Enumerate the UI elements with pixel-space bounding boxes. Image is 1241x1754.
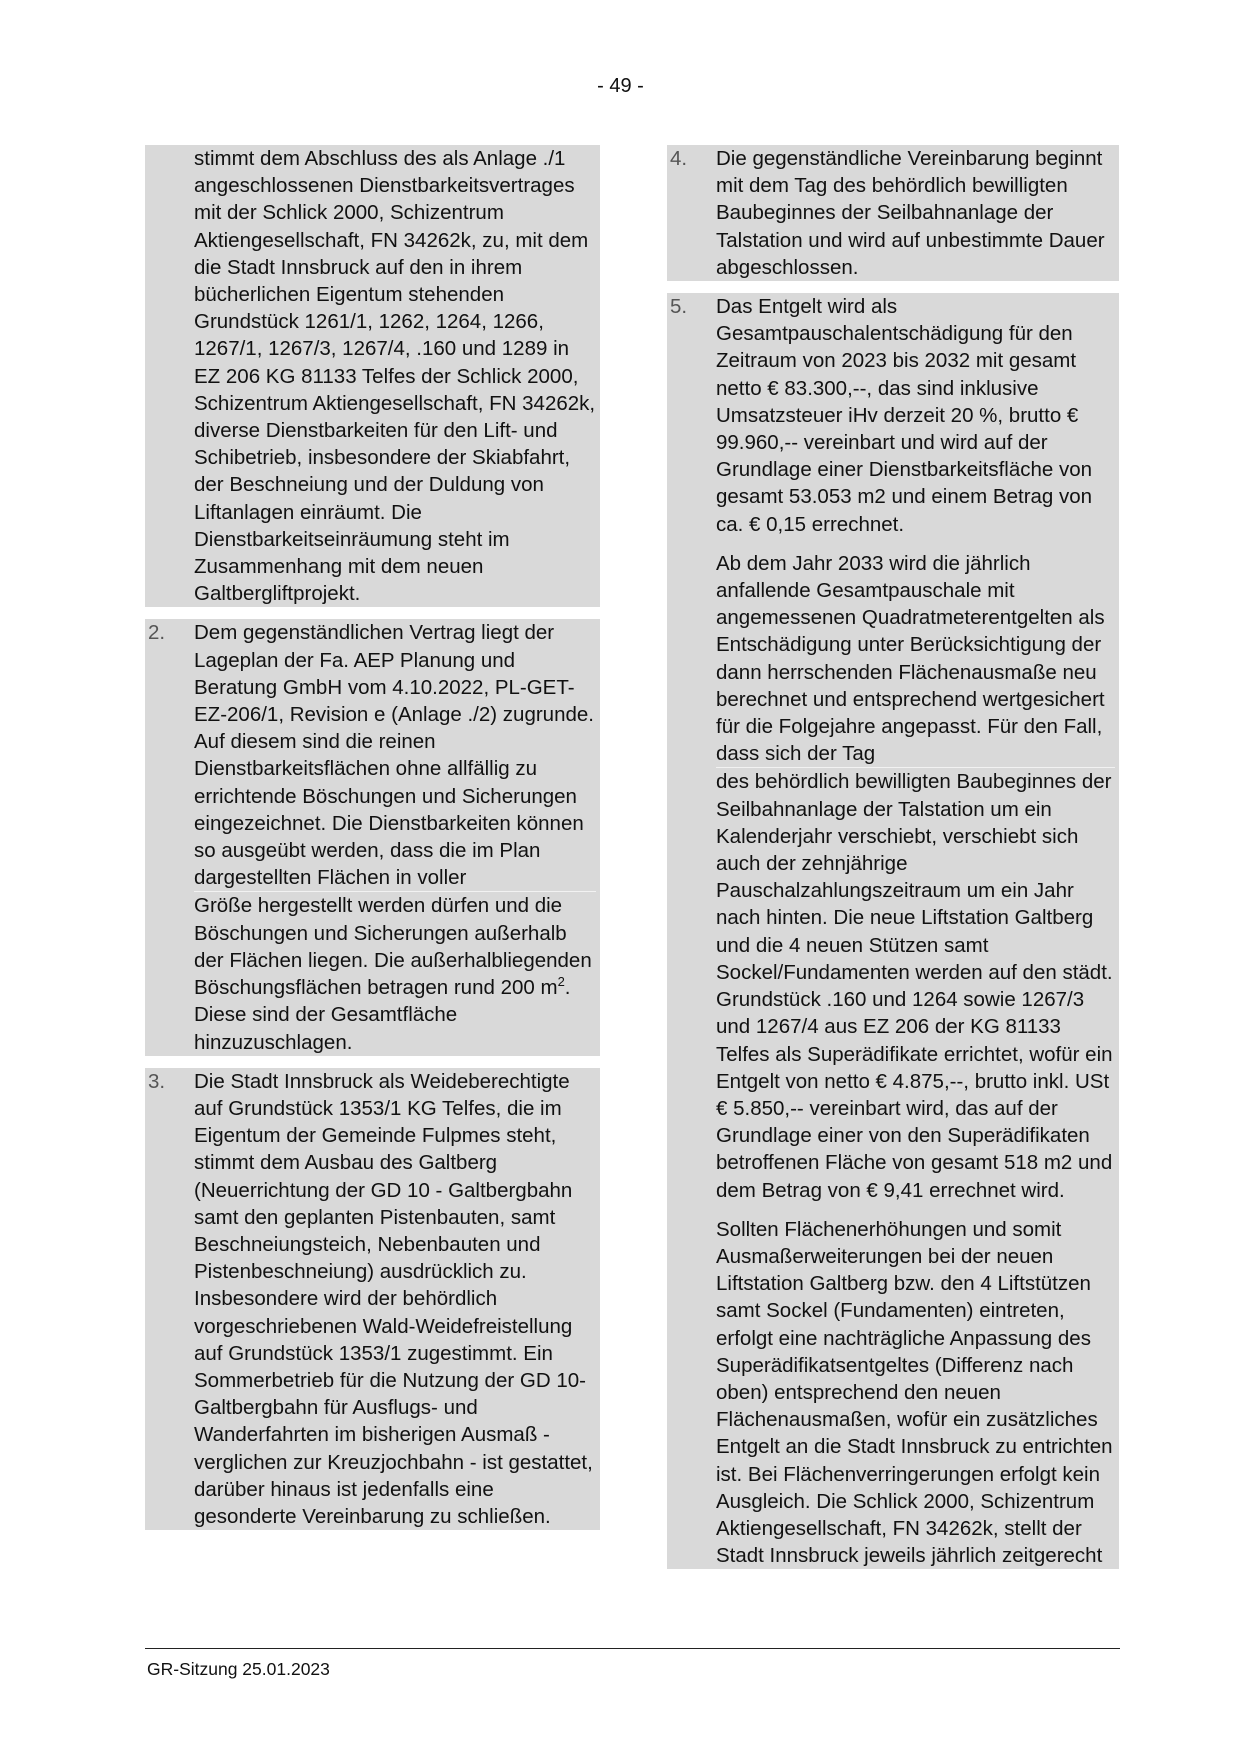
- list-item-2: [145, 619, 600, 1055]
- list-item-1-continued: [145, 145, 600, 607]
- right-column: [667, 145, 1119, 1569]
- item-2-text-continued: [194, 891, 596, 1055]
- item-5-paragraph-2-part2: des behördlich bewilligten Baubeginnes der Seilbahnanlage der Talstation um ein Kalenderjahr verschiebt, verschiebt sich auch der zehnjährige Pauschalzahlungszeitraum um ein Jahr nach hinten. Die neue Liftstation Galtberg und die 4 neuen Stützen samt Sockel/Fundamenten werden auf den städt. Grundstück .160 und 1264 sowie 1267/3 und 1267/4 aus EZ 206 der KG 81133 Telfes als Superädifikate errichtet, wofür ein Entgelt von netto € 4.875,--, brutto inkl. USt € 5.850,-- vereinbart wird, das auf der Grundlage einer von den Superädifikaten betroffenen Fläche von gesamt 518 m2 und dem Betrag von € 9,41 errechnet wird.: [716, 767, 1115, 1203]
- item-2-text-part3: . Diese sind der Gesamtfläche hinzuzuschlagen.: [194, 976, 571, 1054]
- item-5-paragraph-2: [716, 550, 1115, 1204]
- list-item-5: [667, 293, 1119, 1569]
- item-2-superscript: 2: [557, 974, 565, 990]
- item-5-number: 5.: [670, 295, 688, 319]
- left-column: [145, 145, 600, 1530]
- footer-divider: [145, 1648, 1120, 1649]
- footer-text: GR-Sitzung 25.01.2023: [147, 1659, 330, 1679]
- page-number: - 49 -: [597, 75, 644, 97]
- item-5-paragraph-1: Das Entgelt wird als Gesamtpauschalentschädigung für den Zeitraum von 2023 bis 2032 mit gesamt netto € 83.300,--, das sind inklusive Umsatzsteuer iHv derzeit 20 %, brutto € 99.960,-- vereinbart und wird auf der Grundlage einer Dienstbarkeitsfläche von gesamt 53.053 m2 und einem Betrag von ca. € 0,15 errechnet.: [716, 295, 1093, 536]
- item-2-text-part2: Größe hergestellt werden dürfen und die Böschungen und Sicherungen außerhalb der Flächen liegen. Die außerhalbliegenden Böschungsflächen betragen rund 200 m: [194, 894, 592, 1000]
- item-3-text: Die Stadt Innsbruck als Weideberechtigte auf Grundstück 1353/1 KG Telfes, die im Eigentum der Gemeinde Fulpmes steht, stimmt dem Ausbau des Galtberg (Neuerrichtung der GD 10 - Galtbergbahn samt den geplanten Pistenbauten, samt Beschneiungsteich, Nebenbauten und Pistenbeschneiung) ausdrücklich zu. Insbesondere wird der behördlich vorgeschriebenen Wald-Weidefreistellung auf Grundstück 1353/1 zugestimmt. Ein Sommerbetrieb für die Nutzung der GD 10-Galtbergbahn für Ausflugs- und Wanderfahrten im bisherigen Ausmaß - verglichen zur Kreuzjochbahn - ist gestattet, darüber hinaus ist jedenfalls eine gesonderte Vereinbarung zu schließen.: [194, 1069, 593, 1528]
- item-1-text: stimmt dem Abschluss des als Anlage ./1 angeschlossenen Dienstbarkeitsvertrages mit der Schlick 2000, Schizentrum Aktiengesellschaft, FN 34262k, zu, mit dem die Stadt Innsbruck auf den in ihrem bücherlichen Eigentum stehenden Grundstück 1261/1, 1262, 1264, 1266, 1267/1, 1267/3, 1267/4, .160 und 1289 in EZ 206 KG 81133 Telfes der Schlick 2000, Schizentrum Aktiengesellschaft, FN 34262k, diverse Dienstbarkeiten für den Lift- und Schibetrieb, insbesondere der Skiabfahrt, der Beschneiung und der Duldung von Liftanlagen einräumt. Die Dienstbarkeitseinräumung steht im Zusammenhang mit dem neuen Galtbergliftprojekt.: [194, 147, 596, 606]
- list-item-3: [145, 1068, 600, 1530]
- item-4-number: 4.: [670, 147, 688, 170]
- item-5-paragraph-2-part1: Ab dem Jahr 2033 wird die jährlich anfallende Gesamtpauschale mit angemessenen Quadratmeterentgelten als Entschädigung unter Berücksichtigung der dann herrschenden Flächenausmaße neu berechnet und entsprechend wertgesichert für die Folgejahre angepasst. Für den Fall, dass sich der Tag: [716, 551, 1105, 766]
- item-3-number: 3.: [148, 1069, 166, 1093]
- item-2-number: 2.: [148, 621, 166, 645]
- list-item-4: [667, 145, 1119, 281]
- item-2-text-part1: Dem gegenständlichen Vertrag liegt der Lageplan der Fa. AEP Planung und Beratung GmbH vom 4.10.2022, PL-GET-EZ-206/1, Revision e (Anlage ./2) zugrunde. Auf diesem sind die reinen Dienstbarkeitsflächen ohne allfällig zu errichtende Böschungen und Sicherungen eingezeichnet. Die Dienstbarkeiten können so ausgeübt werden, dass die im Plan dargestellten Flächen in voller: [194, 621, 594, 890]
- item-5-paragraph-3: Sollten Flächenerhöhungen und somit Ausmaßerweiterungen bei der neuen Liftstation Galtberg bzw. den 4 Liftstützen samt Sockel (Fundamenten) eintreten, erfolgt eine nachträgliche Anpassung des Superädifikatsentgeltes (Differenz nach oben) entsprechend den neuen Flächenausmaßen, wofür ein zusätzliches Entgelt an die Stadt Innsbruck zu entrichten ist. Bei Flächenverringerungen erfolgt kein Ausgleich. Die Schlick 2000, Schizentrum Aktiengesellschaft, FN 34262k, stellt der Stadt Innsbruck jeweils jährlich zeitgerecht: [716, 1217, 1113, 1568]
- item-4-text: Die gegenständliche Vereinbarung beginnt mit dem Tag des behördlich bewilligten Baubeginnes der Seilbahnanlage der Talstation und wird auf unbestimmte Dauer abgeschlossen.: [716, 147, 1105, 279]
